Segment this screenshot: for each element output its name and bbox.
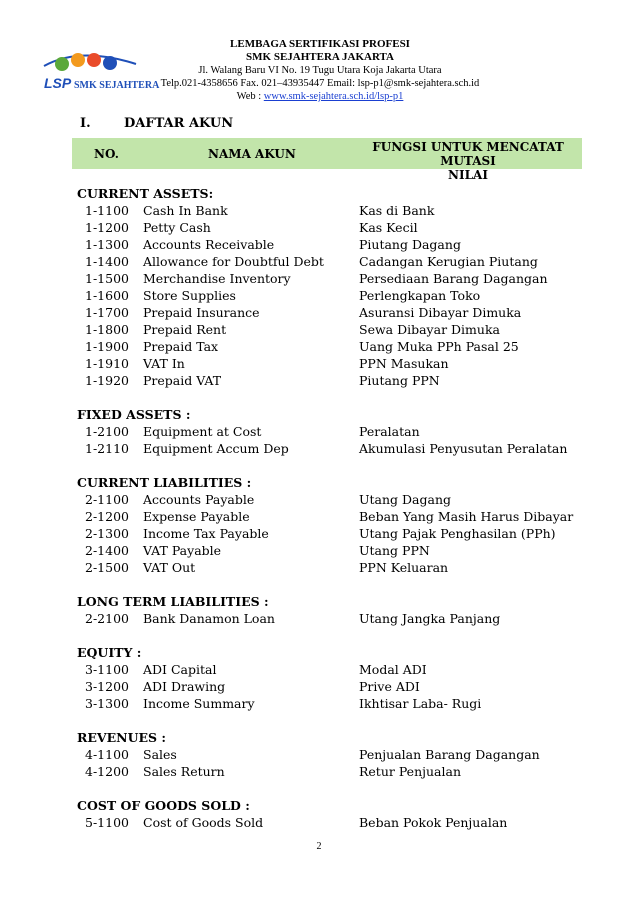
account-code: 3-1300: [85, 696, 129, 711]
account-list: [77, 185, 587, 848]
account-code: 2-1100: [85, 492, 129, 507]
account-function: Persediaan Barang Dagangan: [359, 271, 548, 286]
column-header-name: NAMA AKUN: [208, 147, 296, 161]
account-function: Asuransi Dibayar Dimuka: [359, 305, 522, 320]
group-title: COST OF GOODS SOLD :: [77, 798, 250, 813]
account-row: [77, 746, 587, 763]
account-name: Bank Danamon Loan: [143, 611, 275, 626]
account-code: 1-1300: [85, 237, 129, 252]
account-name: Sales: [143, 747, 177, 762]
column-header-function-line1: FUNGSI UNTUK MENCATAT MUTASI: [372, 140, 564, 168]
account-function: Modal ADI: [359, 662, 427, 677]
account-group: [77, 593, 587, 627]
account-name: Store Supplies: [143, 288, 236, 303]
account-code: 2-1300: [85, 526, 129, 541]
account-name: Sales Return: [143, 764, 225, 779]
account-function: Piutang Dagang: [359, 237, 461, 252]
account-function: Sewa Dibayar Dimuka: [359, 322, 500, 337]
account-name: Cost of Goods Sold: [143, 815, 264, 830]
school-name: SMK SEJAHTERA JAKARTA: [246, 51, 394, 63]
account-name: Equipment Accum Dep: [143, 441, 289, 456]
account-row: [77, 559, 587, 576]
table-header: [72, 138, 582, 182]
account-row: [77, 661, 587, 678]
account-name: Expense Payable: [143, 509, 250, 524]
svg-text:LSP: LSP: [44, 75, 72, 91]
account-name: Cash In Bank: [143, 203, 228, 218]
account-code: 3-1200: [85, 679, 129, 694]
account-function: Kas di Bank: [359, 203, 435, 218]
account-function: Penjualan Barang Dagangan: [359, 747, 540, 762]
account-code: 2-1500: [85, 560, 129, 575]
account-code: 1-1400: [85, 254, 129, 269]
account-function: Uang Muka PPh Pasal 25: [359, 339, 519, 354]
account-row: [77, 372, 587, 389]
account-function: Kas Kecil: [359, 220, 418, 235]
account-code: 5-1100: [85, 815, 129, 830]
page-number: 2: [316, 841, 322, 852]
section-number: I.: [80, 116, 91, 131]
group-title: FIXED ASSETS :: [77, 407, 191, 422]
account-code: 3-1100: [85, 662, 129, 677]
account-code: 1-1900: [85, 339, 129, 354]
account-code: 4-1200: [85, 764, 129, 779]
account-function: Prive ADI: [359, 679, 420, 694]
account-function: Utang Pajak Penghasilan (PPh): [359, 526, 556, 541]
column-header-function: [362, 140, 574, 182]
lsp-logo: [40, 48, 160, 94]
account-row: [77, 202, 587, 219]
account-name: VAT Payable: [143, 543, 222, 558]
account-row: [77, 423, 587, 440]
section-heading: [80, 116, 233, 131]
group-title: REVENUES :: [77, 730, 166, 745]
account-code: 2-1400: [85, 543, 129, 558]
account-code: 1-2110: [85, 441, 129, 456]
account-name: Income Summary: [143, 696, 255, 711]
account-function: Beban Yang Masih Harus Dibayar: [359, 509, 574, 524]
account-code: 1-1910: [85, 356, 129, 371]
section-title: DAFTAR AKUN: [124, 116, 234, 131]
account-name: Petty Cash: [143, 220, 211, 235]
account-row: [77, 610, 587, 627]
account-row: [77, 287, 587, 304]
account-code: 1-1700: [85, 305, 129, 320]
account-function: Utang Jangka Panjang: [359, 611, 501, 626]
account-function: Utang PPN: [359, 543, 430, 558]
account-function: PPN Masukan: [359, 356, 449, 371]
account-row: [77, 542, 587, 559]
account-name: ADI Drawing: [143, 679, 226, 694]
account-code: 2-1200: [85, 509, 129, 524]
account-function: PPN Keluaran: [359, 560, 449, 575]
account-row: [77, 219, 587, 236]
account-row: [77, 253, 587, 270]
account-row: [77, 304, 587, 321]
account-row: [77, 338, 587, 355]
account-function: Peralatan: [359, 424, 420, 439]
institution-name: LEMBAGA SERTIFIKASI PROFESI: [230, 38, 410, 50]
account-row: [77, 695, 587, 712]
account-group: [77, 406, 587, 457]
account-row: [77, 491, 587, 508]
account-row: [77, 440, 587, 457]
account-name: Income Tax Payable: [143, 526, 269, 541]
account-function: Beban Pokok Penjualan: [359, 815, 508, 830]
account-row: [77, 814, 587, 831]
account-row: [77, 236, 587, 253]
account-name: ADI Capital: [143, 662, 217, 677]
account-name: Accounts Receivable: [143, 237, 275, 252]
account-name: Prepaid VAT: [143, 373, 222, 388]
contact-info: Telp.021-4358656 Fax. 021–43935447 Email: lsp-p1@smk-sejahtera.sch.id: [160, 78, 480, 89]
account-row: [77, 321, 587, 338]
account-name: Prepaid Rent: [143, 322, 227, 337]
account-name: VAT In: [143, 356, 185, 371]
account-name: Allowance for Doubtful Debt: [143, 254, 324, 269]
account-function: Perlengkapan Toko: [359, 288, 481, 303]
account-name: Prepaid Tax: [143, 339, 219, 354]
group-title: LONG TERM LIABILITIES :: [77, 594, 269, 609]
group-title: EQUITY :: [77, 645, 142, 660]
account-code: 1-1800: [85, 322, 129, 337]
account-group: [77, 729, 587, 780]
column-header-no: NO.: [94, 147, 119, 161]
account-function: Ikhtisar Laba- Rugi: [359, 696, 482, 711]
account-group: [77, 644, 587, 712]
account-name: VAT Out: [143, 560, 196, 575]
website-link[interactable]: www.smk-sejahtera.sch.id/lsp-p1: [263, 91, 404, 102]
account-row: [77, 678, 587, 695]
account-row: [77, 525, 587, 542]
account-code: 1-2100: [85, 424, 129, 439]
website-prefix: Web :: [236, 91, 264, 102]
account-code: 1-1600: [85, 288, 129, 303]
account-code: 1-1200: [85, 220, 129, 235]
account-code: 4-1100: [85, 747, 129, 762]
account-code: 1-1500: [85, 271, 129, 286]
column-header-function-line2: NILAI: [448, 168, 488, 182]
address: Jl. Walang Baru VI No. 19 Tugu Utara Koja Jakarta Utara: [198, 65, 442, 76]
account-name: Prepaid Insurance: [143, 305, 260, 320]
account-row: [77, 763, 587, 780]
account-code: 1-1920: [85, 373, 129, 388]
account-function: Utang Dagang: [359, 492, 452, 507]
account-row: [77, 508, 587, 525]
svg-text:SMK SEJAHTERA: SMK SEJAHTERA: [74, 80, 160, 91]
account-name: Merchandise Inventory: [143, 271, 291, 286]
account-function: Retur Penjualan: [359, 764, 462, 779]
account-group: [77, 185, 587, 389]
account-name: Accounts Payable: [143, 492, 255, 507]
group-title: CURRENT LIABILITIES :: [77, 475, 252, 490]
account-code: 2-2100: [85, 611, 129, 626]
account-function: Piutang PPN: [359, 373, 440, 388]
account-group: [77, 474, 587, 576]
account-name: Equipment at Cost: [143, 424, 262, 439]
account-function: Cadangan Kerugian Piutang: [359, 254, 538, 269]
group-title: CURRENT ASSETS:: [77, 186, 214, 201]
account-function: Akumulasi Penyusutan Peralatan: [359, 441, 568, 456]
account-row: [77, 270, 587, 287]
account-group: [77, 797, 587, 831]
account-row: [77, 355, 587, 372]
letterhead: [140, 38, 500, 103]
website-line: [140, 90, 500, 103]
account-code: 1-1100: [85, 203, 129, 218]
